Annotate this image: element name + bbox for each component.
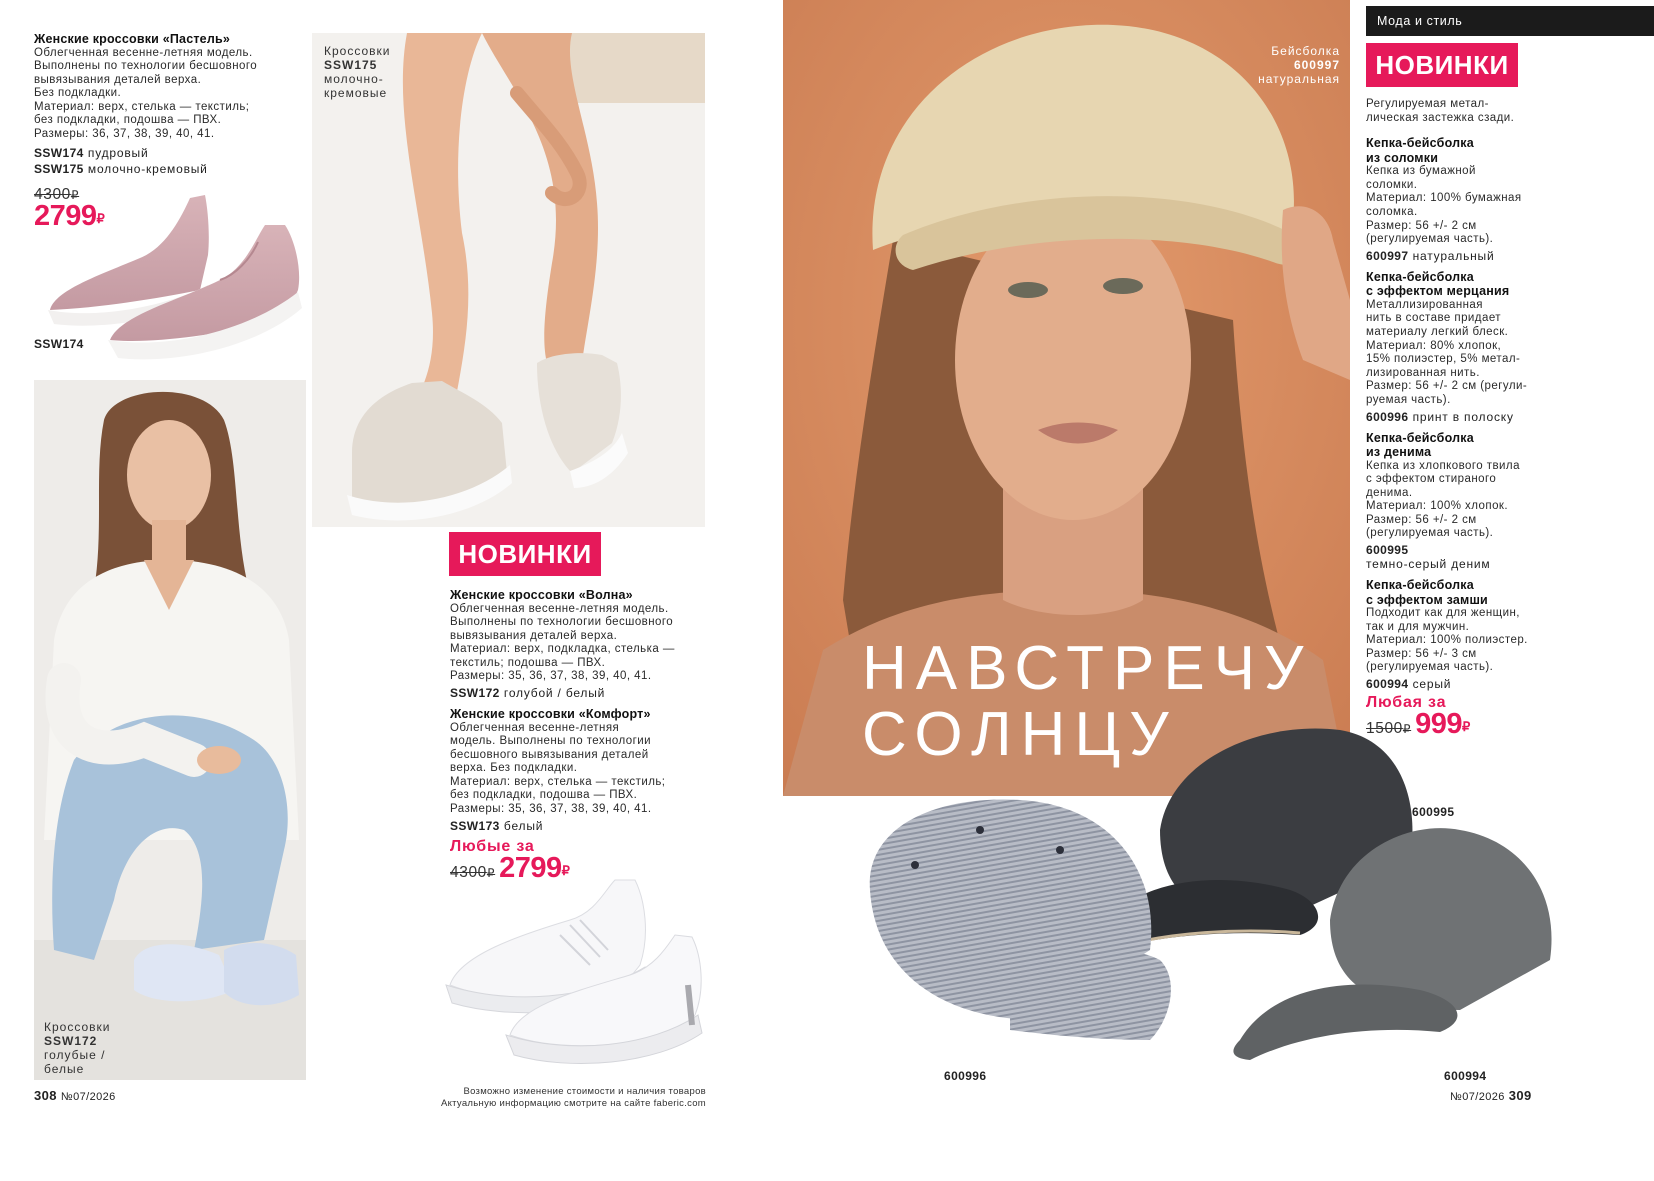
komfort-title: Женские кроссовки «Комфорт» (450, 707, 651, 721)
product-shimmer: Кепка-бейсболка с эффектом мерцания Металлизированная нить в составе придает материалу легкий блеск. Материал: 80% хлопок, 15% полиэстер, 5% метал- лизированная нить. Размер: 56 +/- 2 см (регули- руемая часть). 600996 принт в полоску (1366, 269, 1528, 424)
white-sneakers-photo (440, 875, 710, 1075)
cap-label-600995: 600995 (1412, 805, 1455, 819)
footnote: Возможно изменение стоимости и наличия товаров Актуальную информацию смотрите на сайте faberic.com (440, 1086, 706, 1109)
pastel-block (34, 32, 294, 177)
headline: НАВСТРЕЧУ СОЛНЦУ (862, 634, 1313, 769)
pastel-title: Женские кроссовки «Пастель» (34, 32, 231, 46)
woman-sitting-illustration (34, 380, 306, 1080)
caption-ssw172: Кроссовки SSW172 голубые / белые (44, 1020, 111, 1076)
product-straw: Кепка-бейсболка из соломки Кепка из бумажной соломки. Материал: 100% бумажная соломка. Размер: 56 +/- 2 см (регулируемая часть). 600997 натуральный (1366, 136, 1522, 263)
intro: Регулируемая метал- лическая застежка сзади. (1366, 98, 1515, 124)
caps-column (1366, 98, 1551, 741)
legs-photo (312, 33, 705, 527)
product-suede: Кепка-бейсболка с эффектом замши Подходит как для женщин, так и для мужчин. Материал: 100% полиэстер. Размер: 56 +/- 3 см (регулируемая часть). 600994 серый (1366, 578, 1528, 692)
legs-illustration (312, 33, 705, 527)
pastel-old-price: 4300₽ (34, 186, 80, 203)
any-for-label-right: Любая за (1366, 694, 1447, 712)
volna-title: Женские кроссовки «Волна» (450, 588, 633, 602)
pastel-desc: Облегченная весенне-летняя модель. Выполнены по технологии бесшовного вывязывания деталей верха. Без подкладки. Материал: верх, стелька — текстиль; без подкладки, подошва — ПВХ. Размеры: 36, 37, 38, 39, 40, 41. (34, 46, 258, 141)
pastel-variant-2: SSW175 молочно-кремовый (34, 161, 208, 176)
komfort-desc: Облегченная весенне-летняя модель. Выполнены по технологии бесшовного вывязывания деталей верха. Без подкладки. Материал: верх, стелька — текстиль; без подкладки, подошва — ПВХ. Размеры: 35, 36, 37, 38, 39, 40, 41. (450, 721, 666, 816)
komfort-variant: SSW173 белый (450, 818, 544, 833)
new-price-right: 999₽ (1415, 708, 1470, 741)
cap-label-600994: 600994 (1444, 1069, 1487, 1083)
new-price-left: 2799₽ (499, 851, 570, 884)
pastel-variant-1: SSW174 пудровый (34, 145, 149, 160)
komfort-block (450, 707, 710, 885)
page-number-left: 308 №07/2026 (34, 1088, 116, 1103)
section-header (1366, 6, 1654, 36)
pastel-new-price: 2799₽ (34, 200, 105, 232)
section-title: Мода и стиль (1377, 14, 1463, 28)
product-denim: Кепка-бейсболка из денима Кепка из хлопкового твила с эффектом стираного денима. Материал: 100% хлопок. Размер: 56 +/- 2 см (регулируемая часть). 600995 темно-серый деним (1366, 430, 1520, 572)
woman-sitting-photo (34, 380, 306, 1080)
pastel-photo-label: SSW174 (34, 337, 84, 351)
new-arrivals-badge-right: НОВИНКИ (1366, 43, 1518, 87)
old-price-left: 4300₽ (450, 863, 496, 881)
caps-photo (860, 720, 1570, 1080)
page-number-right: №07/2026 309 (1450, 1088, 1532, 1103)
cap-label-600996: 600996 (944, 1069, 987, 1083)
volna-block (450, 588, 710, 701)
any-for-label-left: Любые за (450, 837, 535, 855)
old-price-right: 1500₽ (1366, 720, 1412, 738)
volna-desc: Облегченная весенне-летняя модель. Выполнены по технологии бесшовного вывязывания деталей верха. Материал: верх, подкладка, стелька — текстиль; подошва — ПВХ. Размеры: 35, 36, 37, 38, 39, 40, 41. (450, 602, 675, 683)
volna-variant: SSW172 голубой / белый (450, 686, 606, 701)
caption-ssw175: Кроссовки SSW175 молочно- кремовые (324, 44, 391, 100)
photo-caption-600997: Бейсболка 600997 натуральная (1258, 44, 1340, 86)
new-arrivals-badge-left: НОВИНКИ (449, 532, 601, 576)
